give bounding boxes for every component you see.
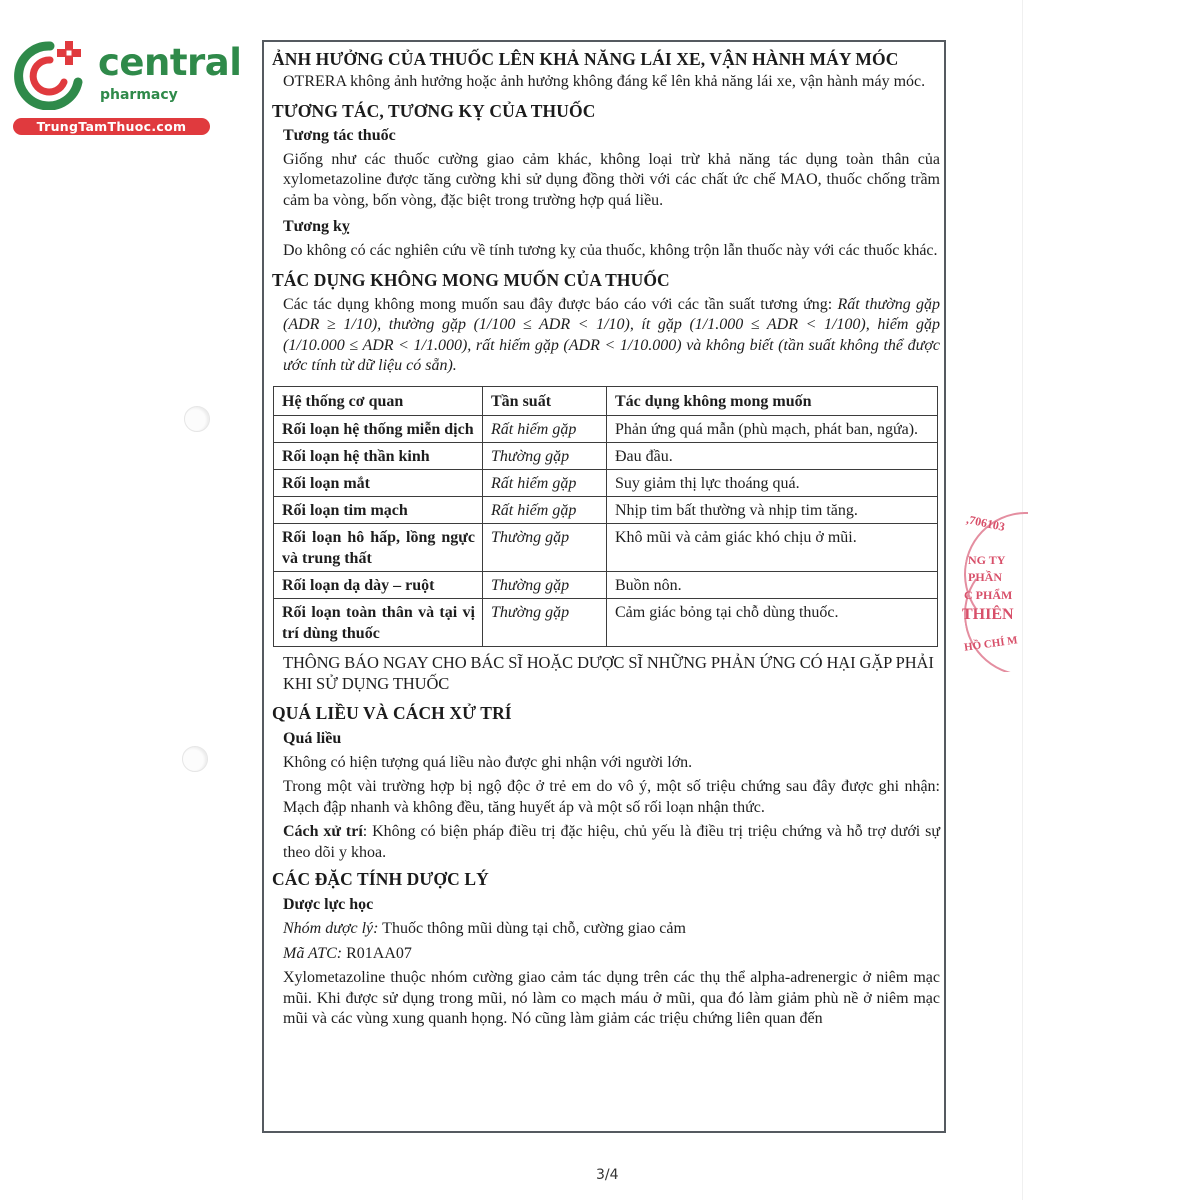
pharmacy-cross-logo-icon [10,38,90,110]
logo-brand-text: central [98,41,242,84]
section-title-adverse-effects: TÁC DỤNG KHÔNG MONG MUỐN CỦA THUỐC [272,269,670,290]
subsection-title-incompatibility: Tương kỵ [283,218,350,235]
atc-code [272,944,940,965]
organ-cell: Rối loạn hệ thần kinh [274,442,483,469]
organ-cell: Rối loạn dạ dày – ruột [274,571,483,598]
stamp-line-3: C PHẨM [964,588,1013,602]
effect-cell: Đau đầu. [607,442,938,469]
frequency-cell: Thường gặp [483,571,607,598]
table-row [274,415,938,442]
effect-cell: Khô mũi và cảm giác khó chịu ở mũi. [607,523,938,571]
management-body: : Không có biện pháp điều trị đặc hiệu, chủ yếu là điều trị triệu chứng và hỗ trợ dưới sự theo dõi y khoa. [283,823,941,861]
adverse-intro-plain: Các tác dụng không mong muốn sau đây được báo cáo với các tần suất tương ứng: [283,295,838,313]
pharmacodynamics-body: Xylometazoline thuộc nhóm cường giao cảm tác dụng trên các thụ thể alpha-adrenergic ở niêm mạc mũi. Khi được sử dụng trong mũi, nó làm co mạch máu ở mũi, qua đó làm giảm phù nề ở niêm mạc mũi và các vùng xung quanh họng. Nó cũng làm giảm các triệu chứng liên quan đến [283,969,940,1027]
section-title-interactions: TƯƠNG TÁC, TƯƠNG KỴ CỦA THUỐC [272,100,596,121]
logo-sub-text: pharmacy [100,87,178,103]
section-title-pharmacology: CÁC ĐẶC TÍNH DƯỢC LÝ [272,869,489,889]
subsection-title-overdose: Quá liều [283,729,342,747]
adverse-intro [272,295,940,377]
group-label: Nhóm dược lý: [283,920,379,937]
section-title-driving: ẢNH HƯỞNG CỦA THUỐC LÊN KHẢ NĂNG LÁI XE, VẬN HÀNH MÁY MÓC [272,49,899,69]
effect-cell: Cảm giác bỏng tại chỗ dùng thuốc. [607,598,938,646]
incompatibility-body: Do không có các nghiên cứu về tính tương kỵ của thuốc, không trộn lẫn thuốc này với các thuốc khác. [283,242,938,259]
stamp-line-1: NG TY [968,553,1006,567]
punch-hole-upper [184,406,210,432]
adverse-report-notice: THÔNG BÁO NGAY CHO BÁC SĨ HOẶC DƯỢC SĨ NHỮNG PHẢN ỨNG CÓ HẠI GẶP PHẢI KHI SỬ DỤNG THUỐC [283,652,934,693]
leaflet-content [272,48,940,1030]
stamp-line-4: THIÊN [962,606,1014,623]
adverse-intro-frequencies: Rất thường gặp (ADR ≥ 1/10), thường gặp (1/100 ≤ ADR < 1/10), ít gặp (1/1.000 ≤ ADR < 1/100), hiếm gặp (1/10.000 ≤ ADR < 1/1.000), rất hiếm gặp (ADR < 1/10.000) và không biết (tần suất không thể được ước tính từ dữ liệu có sẵn). [283,295,941,374]
organ-cell: Rối loạn hô hấp, lồng ngực và trung thất [274,523,483,571]
company-seal-stamp [958,512,1028,672]
atc-label: Mã ATC: [283,944,343,962]
page-number: 3/4 [596,1167,619,1183]
overdose-management [272,822,940,863]
column-header-effect: Tác dụng không mong muốn [607,386,938,415]
section-title-overdose: QUÁ LIỀU VÀ CÁCH XỬ TRÍ [272,702,512,723]
organ-cell: Rối loạn tim mạch [274,496,483,523]
pharmacological-group [272,919,940,940]
effect-cell: Suy giảm thị lực thoáng quá. [607,469,938,496]
overdose-body-children: Trong một vài trường hợp bị ngộ độc ở trẻ em do vô ý, một số triệu chứng sau đây được ghi nhận: Mạch đập nhanh và không đều, tăng huyết áp và một số rối loạn nhận thức. [283,778,940,816]
frequency-cell: Rất hiếm gặp [483,496,607,523]
management-label: Cách xử trí [283,823,363,840]
overdose-body-adults: Không có hiện tượng quá liều nào được ghi nhận với người lớn. [283,753,693,771]
stamp-line-2: PHẦN [968,570,1002,584]
table-header-row [274,386,938,415]
atc-value: R01AA07 [342,944,412,962]
logo-website-badge: TrungTamThuoc.com [13,118,210,135]
column-header-organ-system: Hệ thống cơ quan [274,386,483,415]
organ-cell: Rối loạn mắt [274,469,483,496]
table-row [274,469,938,496]
subsection-title-drug-interactions: Tương tác thuốc [283,126,396,144]
frequency-cell: Rất hiếm gặp [483,415,607,442]
effect-cell: Nhịp tim bất thường và nhịp tim tăng. [607,496,938,523]
effect-cell: Phản ứng quá mẫn (phù mạch, phát ban, ngứa). [607,415,938,442]
subsection-title-pharmacodynamics: Dược lực học [283,896,374,913]
column-header-frequency: Tần suất [483,386,607,415]
adverse-effects-table [273,386,938,647]
organ-cell: Rối loạn hệ thống miễn dịch [274,415,483,442]
drug-interactions-body: Giống như các thuốc cường giao cảm khác, không loại trừ khả năng tác dụng toàn thân của xylometazoline được tăng cường khi sử dụng đồng thời với các chất ức chế MAO, thuốc chống trầm cảm ba vòng, bốn vòng, đặc biệt trong trường hợp quá liều. [283,150,940,209]
frequency-cell: Rất hiếm gặp [483,469,607,496]
leaflet-page-frame [262,40,946,1133]
driving-body: OTRERA không ảnh hưởng hoặc ảnh hưởng không đáng kể lên khả năng lái xe, vận hành máy móc. [283,73,926,90]
frequency-cell: Thường gặp [483,523,607,571]
table-row [274,496,938,523]
table-row [274,598,938,646]
effect-cell: Buồn nôn. [607,571,938,598]
group-value: Thuốc thông mũi dùng tại chỗ, cường giao cảm [378,920,686,937]
frequency-cell: Thường gặp [483,442,607,469]
table-row [274,523,938,571]
punch-hole-lower [182,746,208,772]
table-row [274,571,938,598]
table-row [274,442,938,469]
frequency-cell: Thường gặp [483,598,607,646]
stamp-city: HỒ CHÍ M [963,634,1019,654]
stamp-number: ,706103 [965,512,1007,534]
organ-cell: Rối loạn toàn thân và tại vị trí dùng thuốc [274,598,483,646]
central-pharmacy-logo [10,36,242,136]
